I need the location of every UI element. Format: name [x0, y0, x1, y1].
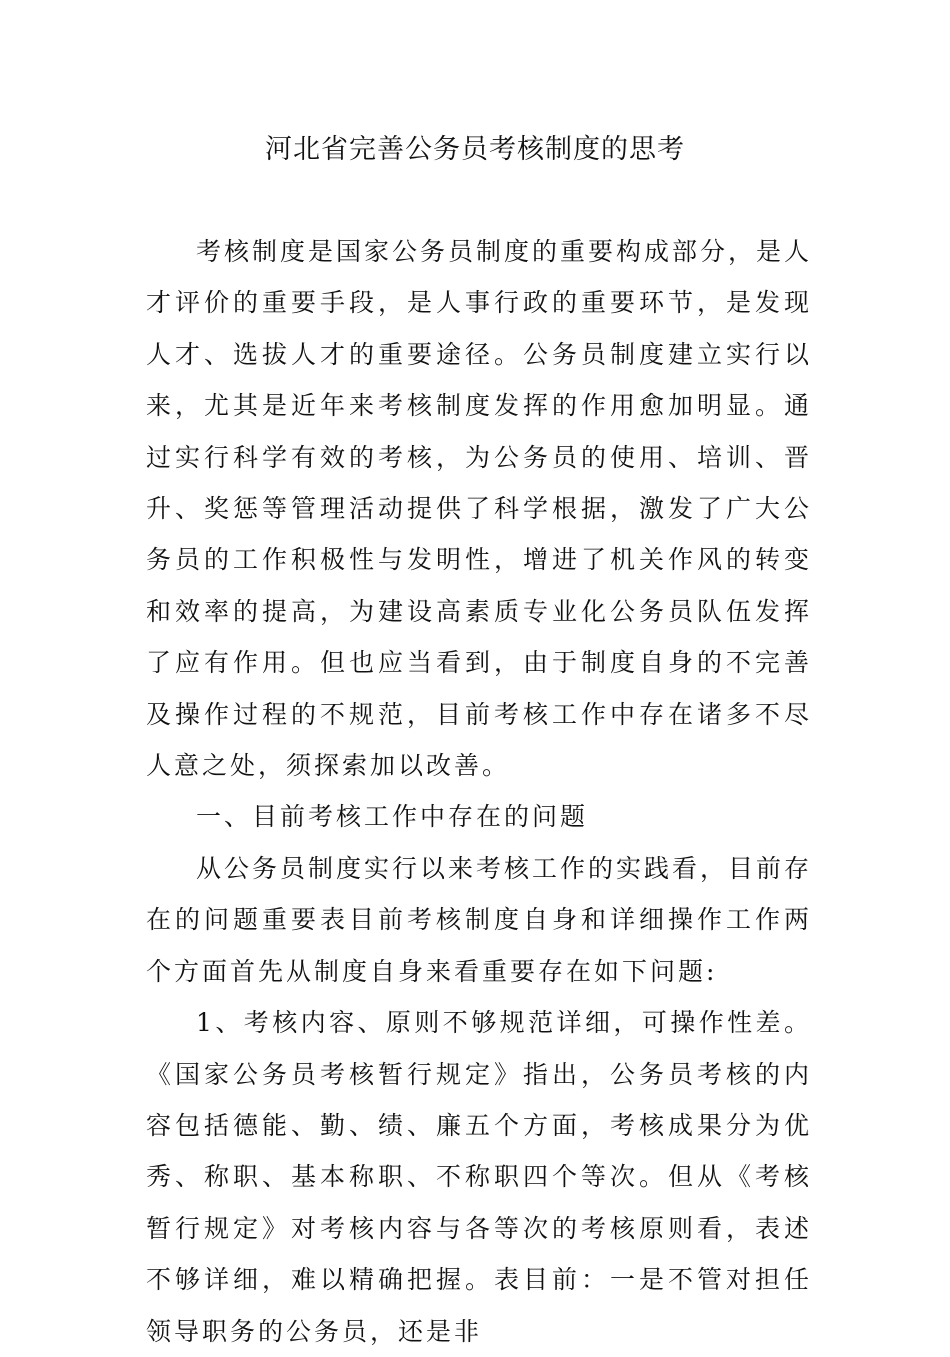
section-heading: 一、目前考核工作中存在的问题	[196, 802, 589, 832]
document-title: 河北省完善公务员考核制度的思考	[265, 134, 685, 165]
paragraph-point-1: 1、考核内容、原则不够规范详细，可操作性差。《国家公务员考核暂行规定》指出，公务员考核的内容包括德能、勤、绩、廉五个方面，考核成果分为优秀、称职、基本称职、不称职四个等次。但从《考核暂行规定》对考核内容与各等次的考核原则看，表述不够详细，难以精确把握。表目前：一是不管对担任领导职务的公务员，还是非	[146, 1008, 812, 1346]
paragraph-intro: 考核制度是国家公务员制度的重要构成部分，是人才评价的重要手段，是人事行政的重要环节，是发现人才、选拔人才的重要途径。公务员制度建立实行以来，尤其是近年来考核制度发挥的作用愈加明显。通过实行科学有效的考核，为公务员的使用、培训、晋升、奖惩等管理活动提供了科学根据，激发了广大公务员的工作积极性与发明性，增进了机关作风的转变和效率的提高，为建设高素质专业化公务员队伍发挥了应有作用。但也应当看到，由于制度自身的不完善及操作过程的不规范，目前考核工作中存在诸多不尽人意之处，须探索加以改善。	[146, 237, 813, 781]
document-body	[146, 226, 812, 1357]
paragraph-overview: 从公务员制度实行以来考核工作的实践看，目前存在的问题重要表目前考核制度自身和详细操作工作两个方面首先从制度自身来看重要存在如下问题:	[146, 853, 813, 986]
